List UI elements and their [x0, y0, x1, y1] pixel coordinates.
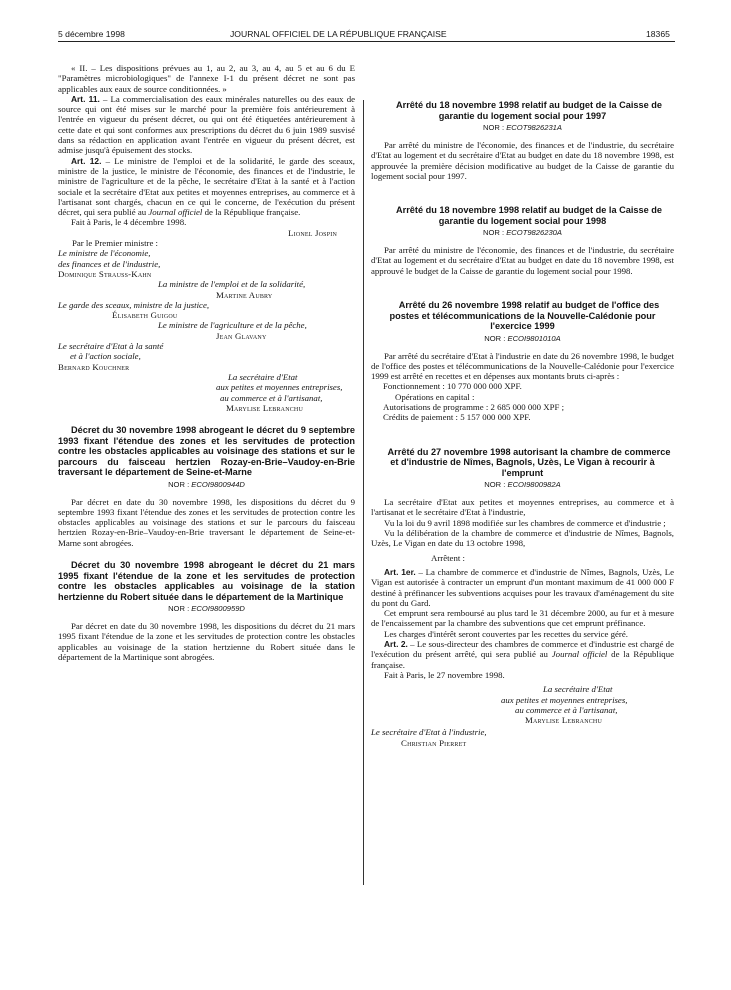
arrete-4-article-2-label: Art. 2. [384, 639, 408, 650]
decree-2-nor-code: ECOI9800959D [191, 604, 245, 614]
par-premier-ministre: Par le Premier ministre : [72, 238, 158, 249]
arrete-2-text: Par arrêté du ministre de l'économie, des finances et de l'industrie, du secrétaire d'Etat au logement et du secrétaire d'Etat au budget en date du 18 novembre 1998, est approuvé le budget de la Caisse de garantie du logement social pour 1998. [371, 245, 674, 276]
article-11-text: – La commercialisation des eaux minérales naturelles ou des eaux de source qui ont été mises sur le marché pour la première fois antérieurement à l'entrée en vigueur du présent décret, ou qui ont été étiquetées antérieurement à cette date et qui sont conformes aux prescriptions du décret du 6 juin 1989 susvisé dans sa rédaction en application avant l'entrée en vigueur du présent décret, est admise jusqu'à épuisement des stocks. [58, 93, 355, 156]
arrete-1-nor-code: ECOT9826231A [506, 123, 562, 132]
arrete-2-title: Arrêté du 18 novembre 1998 relatif au budget de la Caisse de garantie du logement social pour 1998 [395, 205, 663, 226]
arrete-1-text: Par arrêté du ministre de l'économie, des finances et de l'industrie, du secrétaire d'Etat au logement et du secrétaire d'Etat au budget en date du 18 novembre 1998, est approuvée la première décision modificative au budget de la Caisse de garantie du logement social pour 1997. [371, 140, 674, 181]
decree-2-nor: NOR : ECOI9800959D [168, 604, 245, 614]
signature-jospin: Lionel Jospin [288, 227, 337, 238]
decree-1-nor: NOR : ECOI9800944D [168, 479, 245, 489]
decree-1-title: Décret du 30 novembre 1998 abrogeant le décret du 9 septembre 1993 fixant l'étendue des zones et les servitudes de protection contre les obstacles applicables au voisinage des stations et sur le parcours du faisceau hertzien Rozay-en-Brie–Vaudoy-en-Brie traversant le département de Seine-et-Marne [58, 425, 355, 478]
article-12-label: Art. 12. [71, 155, 102, 166]
arrete-4-title: Arrêté du 27 novembre 1998 autorisant la chambre de commerce et d'industrie de Nîmes, Bagnols, Uzès, Le Vigan à recourir à l'emprunt [387, 446, 671, 478]
minister-agriculture-title: Le ministre de l'agriculture et de la pêche, [158, 320, 307, 331]
arrete-1-title: Arrêté du 18 novembre 1998 relatif au budget de la Caisse de garantie du logement social pour 1997 [395, 100, 663, 121]
arrete-3-autorisations: Autorisations de programme : 2 685 000 000 XPF ; [383, 402, 565, 413]
arrete-4-article-2-journal: Journal officiel [551, 649, 608, 660]
header-rule [58, 41, 675, 42]
signature-glavany: Jean Glavany [216, 330, 267, 341]
arrete-4-article-1-label: Art. 1er. [384, 566, 416, 577]
minister-justice-title: Le garde des sceaux, ministre de la justice, [58, 299, 210, 310]
secretary-health-title-1: Le secrétaire d'Etat à la santé [58, 341, 164, 352]
arrete-4-article-2 [371, 639, 674, 670]
article-12-text-a: – Le ministre de l'emploi et de la solidarité, le garde des sceaux, ministre de la justice, le ministre de l'économie, des finances et de l'industrie, le ministre de l'agriculture et de la pêche, le secrétaire d'Etat à la santé et à l'action sociale et la secrétaire d'Etat aux petites et moyennes entreprises, au commerce et à l'artisanat sont chargés, chacun en ce qui le concerne, de l'exécution du présent décret, qui sera publié au [58, 155, 355, 218]
arrete-4-nor: NOR : ECOI9800982A [484, 480, 561, 490]
arrete-4-secretary-pme-1: La secrétaire d'Etat [543, 684, 613, 695]
arrete-4-signature-lebranchu: Marylise Lebranchu [525, 715, 602, 726]
column-divider [363, 100, 364, 885]
arrete-4-fait: Fait à Paris, le 27 novembre 1998. [384, 669, 505, 680]
header-page-number: 18365 [646, 29, 670, 39]
right-column [371, 100, 674, 748]
secretary-health-title-2: et à l'action sociale, [70, 351, 141, 362]
arrete-4-vu-loi: Vu la loi du 9 avril 1898 modifiée sur les chambres de commerce et d'industrie ; [384, 517, 666, 528]
article-12 [58, 156, 355, 218]
arrete-4-article-2-text-a: – Le sous-directeur des chambres de commerce et d'industrie est chargé de l'exécution du présent arrêté, qui sera publié au [371, 639, 674, 660]
arrete-2-nor-code: ECOT9826230A [506, 228, 562, 238]
arrete-4-article-2-text-b: de la République française. [371, 649, 674, 670]
signature-aubry: Martine Aubry [216, 289, 273, 300]
minister-economy-title-1: Le ministre de l'économie, [58, 248, 151, 259]
arrete-3-nor-code: ECOI9801010A [507, 333, 561, 343]
fait-paris: Fait à Paris, le 4 décembre 1998. [71, 217, 187, 228]
arrete-4-secretary-pme-3: au commerce et à l'artisanat, [515, 704, 618, 715]
arrete-4-arretent: Arrêtent : [431, 552, 465, 563]
decree-1-nor-code: ECOI9800944D [191, 479, 245, 489]
decree-2-text: Par décret en date du 30 novembre 1998, les dispositions du décret du 21 mars 1995 fixant l'étendue de la zone et les servitudes de protection contre les obstacles applicables au voisinage de la station hertzienne du Robert située dans le département de la Martinique sont abrogées. [58, 621, 355, 662]
intro-paragraph: « II. – Les dispositions prévues au 1, au 2, au 3, au 4, au 5 et au 6 du E "Paramètres microbiologiques" de l'annexe I-1 du présent décret ne sont pas applicables aux eaux de source conditionnées. » [58, 63, 355, 94]
arrete-4-vu-deliberation: Vu la délibération de la chambre de commerce et d'industrie de Nîmes, Bagnols, Uzès, Le Vigan en date du 13 octobre 1998, [371, 528, 674, 549]
signature-strauss-kahn: Dominique Strauss-Kahn [58, 268, 152, 279]
header-date: 5 décembre 1998 [58, 29, 125, 39]
arrete-4-preamble: La secrétaire d'Etat aux petites et moyennes entreprises, au commerce et à l'artisanat et le secrétaire d'Etat à l'industrie, [371, 497, 674, 518]
arrete-3-text: Par arrêté du secrétaire d'Etat à l'industrie en date du 26 novembre 1998, le budget de l'office des postes et télécommunications de la Nouvelle-Calédonie pour l'exercice 1999 est arrêté en recettes et en dépenses aux montants bruts ci-après : [371, 350, 674, 382]
arrete-4-secretary-industry: Le secrétaire d'Etat à l'industrie, [371, 727, 487, 738]
arrete-2-nor: NOR : ECOT9826230A [483, 228, 562, 238]
decree-1-text: Par décret en date du 30 novembre 1998, les dispositions du décret du 9 septembre 1993 fixant l'étendue des zones et les servitudes de protection contre les obstacles applicables au voisinage des stations et sur le parcours du faisceau hertzien Rozay-en-Brie–Vaudoy-en-Brie traversant le département de Seine-et-Marne sont abrogées. [58, 496, 355, 548]
article-12-text-b: de la République française. [202, 207, 301, 218]
arrete-4-article-1 [371, 567, 674, 608]
arrete-3-credits: Crédits de paiement : 5 157 000 000 XPF. [383, 412, 531, 423]
signature-guigou: Élisabeth Guigou [112, 310, 178, 321]
minister-economy-title-2: des finances et de l'industrie, [58, 258, 161, 269]
signature-lebranchu: Marylise Lebranchu [226, 402, 303, 413]
arrete-3-title: Arrêté du 26 novembre 1998 relatif au budget de l'office des postes et télécommunications de la Nouvelle-Calédonie pour l'exercice 1999 [389, 300, 660, 332]
decree-2-title: Décret du 30 novembre 1998 abrogeant le décret du 21 mars 1995 fixant l'étendue de la zone et les servitudes de protection contre les obstacles applicables au voisinage de la station hertzienne du Robert située dans le département de la Martinique [58, 560, 355, 602]
article-11 [58, 94, 355, 156]
secretary-pme-title-1: La secrétaire d'Etat [228, 371, 298, 382]
article-11-label: Art. 11. [71, 93, 100, 104]
arrete-3-operations: Opérations en capital : [395, 391, 475, 402]
arrete-4-signature-pierret: Christian Pierret [401, 737, 467, 748]
arrete-4-nor-code: ECOI9800982A [507, 480, 561, 490]
secretary-pme-title-2: aux petites et moyennes entreprises, [216, 382, 343, 393]
arrete-4-article-1-text: – La chambre de commerce et d'industrie de Nîmes, Bagnols, Uzès, Le Vigan est autorisée à contracter un emprunt d'un montant maximum de 41 000 000 F destiné à préfinancer les subventions acquises pour les travaux d'aménagement du site du pont du Gard. [371, 566, 674, 608]
arrete-1-nor: NOR : ECOT9826231A [483, 123, 562, 132]
secretary-pme-title-3: au commerce et à l'artisanat, [220, 392, 323, 403]
arrete-4-charges: Les charges d'intérêt seront couvertes par les recettes du service géré. [384, 628, 628, 639]
left-column [58, 63, 355, 662]
arrete-4-remboursement: Cet emprunt sera remboursé au plus tard le 31 décembre 2000, au fur et à mesure de l'encaissement par la chambre des subventions que cet emprunt préfinance. [371, 608, 674, 629]
arrete-4-secretary-pme-2: aux petites et moyennes entreprises, [501, 694, 628, 705]
header-journal-title: JOURNAL OFFICIEL DE LA RÉPUBLIQUE FRANÇAISE [230, 29, 447, 39]
arrete-3-nor: NOR : ECOI9801010A [484, 333, 561, 343]
minister-employment-title: La ministre de l'emploi et de la solidarité, [158, 279, 306, 290]
article-12-journal: Journal officiel [148, 207, 203, 218]
arrete-3-fonctionnement: Fonctionnement : 10 770 000 000 XPF. [383, 381, 522, 392]
signature-kouchner: Bernard Kouchner [58, 361, 130, 372]
